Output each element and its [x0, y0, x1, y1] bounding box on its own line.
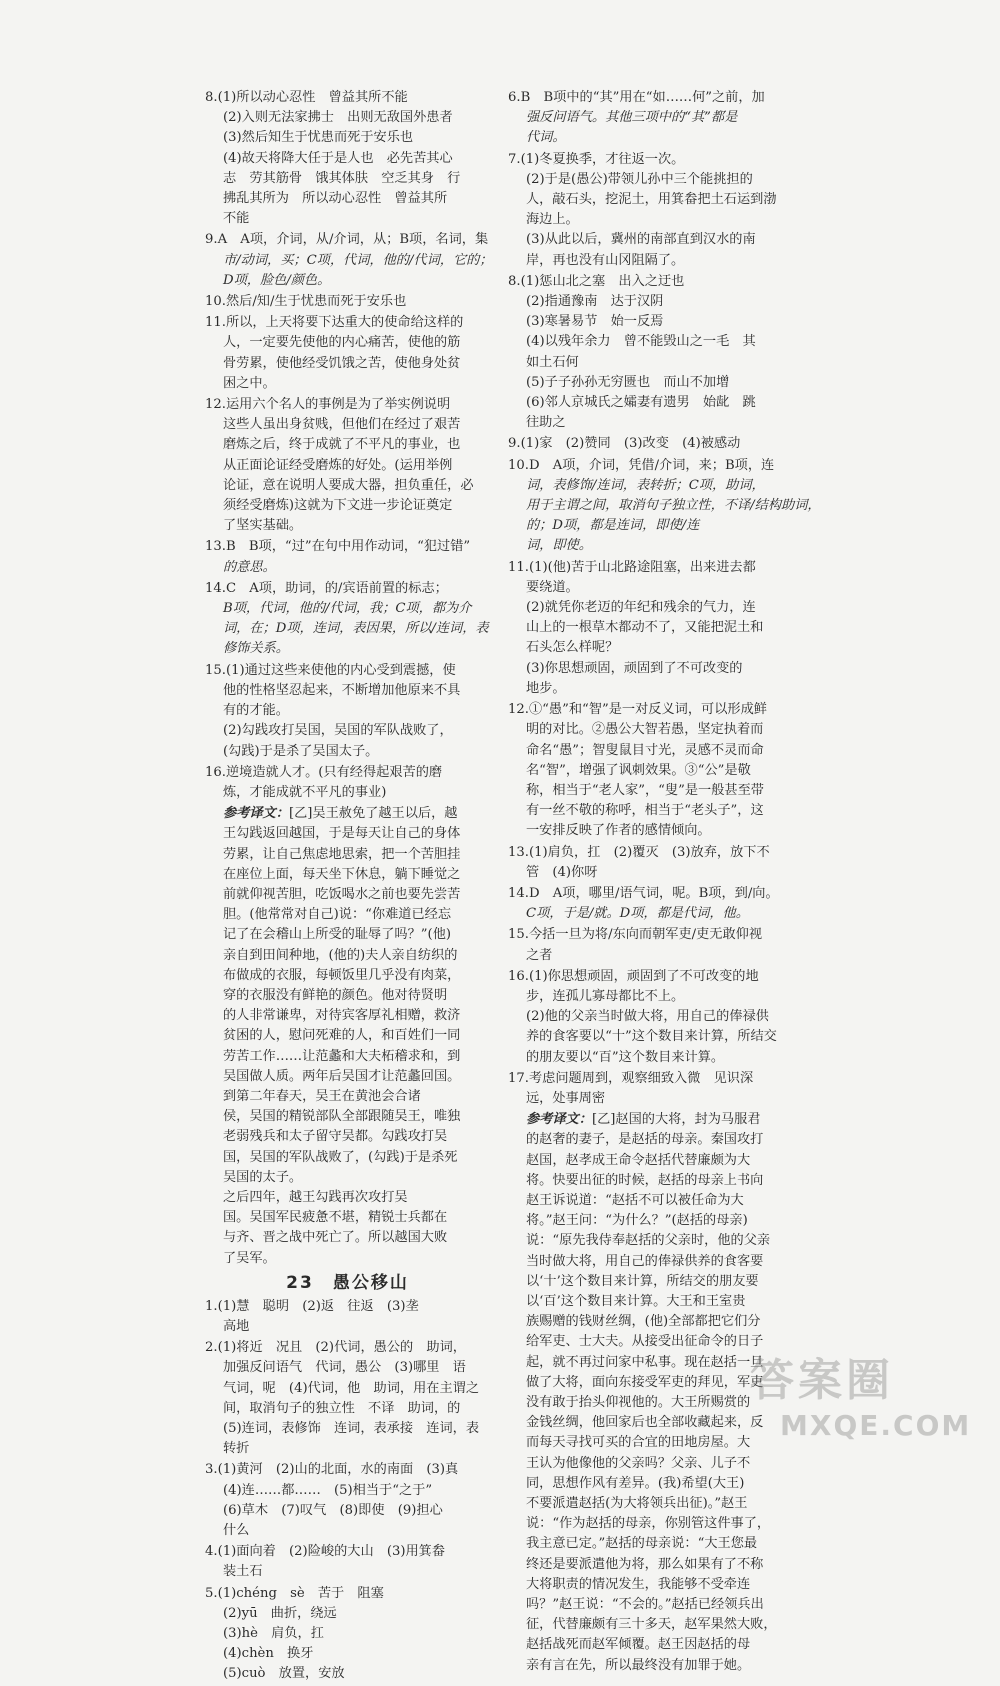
- text-line: 终还是要派遣他为将，那么如果有了不称: [526, 1556, 764, 1572]
- lesson-answer-2: [205, 1338, 490, 1459]
- text-line: 劳累，让自己焦虑地思索，把一个苦胆挂: [223, 846, 461, 862]
- text-line: 国。吴国军民疲惫不堪，精锐士兵都在: [223, 1210, 448, 1226]
- translation-rest: [205, 824, 490, 1268]
- text-line: 16.逆境造就人才。(只有经得起艰苦的磨: [205, 764, 443, 780]
- text-line: 3.(1)黄河 (2)山的北面，水的南面 (3)真: [205, 1462, 459, 1478]
- text-line: 加强反问语气 代词，愚公 (3)哪里 语: [223, 1360, 466, 1376]
- text-line: 山上的一根草木都动不了，又能把泥土和: [526, 620, 764, 636]
- text-line: 以‘十’这个数目来计算，所结交的朋友要: [526, 1273, 759, 1289]
- text-line: 养的食客要以“十”这个数目来计算，所结交: [526, 1029, 777, 1045]
- text-line: 9.(1)家 (2)赞同 (3)改变 (4)被感动: [508, 436, 741, 452]
- text-line: 词，表修饰/连词，表转折；C项，助词，: [526, 477, 765, 493]
- text-line: (6)邻人京城氏之孀妻有遗男 始龀 跳: [526, 395, 756, 411]
- text-line: 管 (4)你呀: [526, 864, 598, 880]
- text-line: 5.(1)chéng sè 苦于 阻塞: [205, 1585, 384, 1601]
- text-line: 王勾践返回越国，于是每天让自己的身体: [223, 826, 461, 842]
- text-line: 有一丝不敬的称呼，相当于“老头子”，这: [526, 803, 764, 819]
- answer-13: [205, 537, 490, 577]
- text-line: (3)hè 肩负，扛: [223, 1626, 324, 1642]
- text-line: 往助之: [526, 415, 566, 431]
- text-line: 征，代替廉颇有三十多天，赵军果然大败，: [526, 1617, 777, 1633]
- text-line: 13.B B项，“过”在句中用作动词，“犯过错”: [205, 539, 471, 555]
- text-line: 如土石何: [526, 354, 579, 370]
- text-line: 什么: [223, 1523, 250, 1539]
- text-line: C项，于是/就。D项，都是代词，他。: [526, 906, 749, 922]
- text-line: 做了大将，面向东接受军吏的拜见，军吏: [526, 1374, 764, 1390]
- text-line: 一安排反映了作者的感情倾向。: [526, 823, 711, 839]
- text-line: 亲有言在先，所以最终没有加罪于她。: [526, 1657, 751, 1673]
- text-line: (2)指通豫南 达于汉阴: [526, 294, 664, 310]
- text-line: 海边上。: [526, 212, 579, 228]
- text-line: 金钱丝绸，他回家后也全部收藏起来，反: [526, 1415, 764, 1431]
- lesson-answer-16: [508, 967, 790, 1068]
- text-line: 10.然后/知/生于忧患而死于安乐也: [205, 294, 407, 310]
- text-line: 间，取消句子的独立性 不译 助词，的: [223, 1400, 461, 1416]
- text-line: 15.(1)通过这些来使他的内心受到震撼，使: [205, 662, 456, 678]
- text-line: 的；D项，都是连词，即使/连: [526, 518, 700, 534]
- text-line: 将。”赵王问：“为什么？”(赵括的母亲): [526, 1213, 748, 1229]
- text-line: 吗？”赵王说：“不会的。”赵括已经领兵出: [526, 1597, 764, 1613]
- text-line: 记了在会稽山上所受的耻辱了吗？”(他): [223, 927, 452, 943]
- lesson-answer-15: [508, 925, 790, 965]
- lesson-answer-5: [205, 1584, 490, 1685]
- text-line: 石头怎么样呢？: [526, 640, 619, 656]
- text-line: 在座位上面，每天坐下休息，躺下睡觉之: [223, 866, 461, 882]
- lesson-answer-1: [205, 1297, 490, 1337]
- text-line: 炼，才能成就不平凡的事业): [223, 784, 387, 800]
- text-line: 气词，呢 (4)代词，他 助词，用在主谓之: [223, 1380, 480, 1396]
- text-line: 这些人虽出身贫贱，但他们在经过了艰苦: [223, 417, 461, 433]
- text-line: 的意思。: [223, 559, 276, 575]
- text-line: 8.(1)所以动心忍性 曾益其所不能: [205, 90, 408, 105]
- text-line: 远，处事周密: [526, 1090, 606, 1106]
- text-line: (2)yū 曲折，绕远: [223, 1605, 337, 1621]
- text-line: 之者: [526, 947, 553, 963]
- text-line: 12.运用六个名人的事例是为了举实例说明: [205, 397, 451, 413]
- text-line: 13.(1)肩负，扛 (2)覆灭 (3)放弃，放下不: [508, 844, 770, 860]
- text-line: 前就仰视苦胆，吃饭喝水之前也要先尝苦: [223, 886, 461, 902]
- translation-first-line: [乙]赵国的大将，封为马服君: [591, 1112, 761, 1128]
- text-line: 而每天寻找可买的合宜的田地房屋。大: [526, 1435, 751, 1451]
- text-line: 7.(1)冬夏换季，才往返一次。: [508, 151, 685, 167]
- text-line: 赵国，赵孝成王命令赵括代替廉颇为大: [526, 1152, 751, 1168]
- text-line: 国，吴国的军队战败了，(勾践)于是杀死: [223, 1149, 458, 1165]
- text-line: 代词。: [526, 130, 566, 146]
- lesson-answer-4: [205, 1542, 490, 1582]
- text-line: 磨炼之后，终于成就了不平凡的事业，也: [223, 437, 461, 453]
- text-line: 高地: [223, 1318, 250, 1334]
- text-line: 贫困的人，慰问死难的人，和百姓们一同: [223, 1028, 461, 1044]
- right-column: [508, 88, 821, 1677]
- text-line: 吴国做人质。两年后吴国才让范蠡回国。: [223, 1068, 461, 1084]
- text-line: (4)连……都…… (5)相当于“之于”: [223, 1482, 433, 1498]
- text-line: 同，思想作风有差异。(我)希望(大王): [526, 1475, 745, 1491]
- text-line: 明的对比。②愚公大智若愚，坚定执着而: [526, 722, 764, 738]
- text-line: 吴国的太子。: [223, 1169, 303, 1185]
- lesson-answer-17: [508, 1069, 790, 1109]
- text-line: 12.①“愚”和“智”是一对反义词，可以形成鲜: [508, 702, 767, 718]
- text-line: 志 劳其筋骨 饿其体肤 空乏其身 行: [223, 170, 461, 186]
- text-line: 困之中。: [223, 375, 276, 391]
- answer-16: [205, 763, 490, 803]
- text-line: 起，就不再过问家中私事。现在赵括一旦: [526, 1354, 764, 1370]
- text-line: D项，脸色/颜色。: [223, 272, 331, 288]
- text-line: 以‘百’这个数目来计算。大王和王室贵: [526, 1293, 746, 1309]
- text-line: 16.(1)你思想顽固，顽固到了不可改变的地: [508, 968, 759, 984]
- text-line: (2)就凭你老迈的年纪和残余的气力，连: [526, 600, 756, 616]
- text-line: 给军吏、士大夫。从接受出征命令的日子: [526, 1334, 764, 1350]
- text-line: 当时做大将，用自己的俸禄供养的食客要: [526, 1253, 764, 1269]
- text-line: 胆。(他常常对自己)说：“你难道已经忘: [223, 907, 452, 923]
- text-line: (2)于是(愚公)带领儿孙中三个能挑担的: [526, 171, 753, 187]
- text-line: 不能: [223, 211, 250, 227]
- text-line: (4)chèn 换牙: [223, 1646, 314, 1662]
- text-line: (勾践)于是杀了吴国太子。: [223, 743, 379, 759]
- text-line: 人，敲石头，挖泥土，用箕畚把土石运到渤: [526, 192, 777, 208]
- text-line: 到第二年春天，吴王在黄池会合诸: [223, 1088, 421, 1104]
- text-line: (4)故天将降大任于是人也 必先苦其心: [223, 150, 453, 166]
- text-line: 他的性格坚忍起来，不断增加他原来不具: [223, 682, 461, 698]
- text-line: 6.B B项中的“其”用在“如……何”之前，加: [508, 90, 765, 105]
- text-line: 老弱残兵和太子留守吴都。勾践攻打吴: [223, 1129, 448, 1145]
- text-line: (3)你思想顽固，顽固到了不可改变的: [526, 660, 743, 676]
- text-line: 词，在；D项，连词，表因果，所以/连词，表: [223, 621, 489, 637]
- lesson-answer-6: [508, 88, 790, 149]
- text-line: 人，一定要先使他的内心痛苦，使他的筋: [223, 335, 461, 351]
- text-line: 步，连孤儿寡母都比不上。: [526, 988, 685, 1004]
- text-line: 将。快要出征的时候，赵括的母亲上书向: [526, 1172, 764, 1188]
- lesson-answer-7: [508, 150, 790, 271]
- text-line: 要绕道。: [526, 579, 579, 595]
- text-line: (3)寒暑易节 始一反焉: [526, 314, 664, 330]
- text-line: 赵王诉说道：“赵括不可以被任命为大: [526, 1192, 744, 1208]
- text-line: (2)勾践攻打吴国，吴国的军队战败了，: [223, 723, 453, 739]
- text-line: 词，即使。: [526, 538, 592, 554]
- lesson-answer-11: [508, 558, 790, 699]
- text-line: (2)他的父亲当时做大将，用自己的俸禄供: [526, 1009, 769, 1025]
- text-line: (3)从此以后，冀州的南部直到汉水的南: [526, 232, 756, 248]
- text-line: 说：“原先我侍奉赵括的父亲时，他的父亲: [526, 1233, 771, 1249]
- text-line: 没有敢于抬头仰视他的。大王所赐赏的: [526, 1395, 751, 1410]
- text-line: 王认为他像他的父亲吗？父亲、儿子不: [526, 1455, 751, 1471]
- text-line: 修饰关系。: [223, 641, 289, 657]
- text-line: (2)入则无法家拂士 出则无敌国外患者: [223, 110, 453, 126]
- text-line: 17.考虑问题周到，观察细致入微 见识深: [508, 1070, 754, 1086]
- text-line: 的赵奢的妻子，是赵括的母亲。秦国攻打: [526, 1132, 764, 1148]
- text-line: 8.(1)惩山北之塞 出入之迂也: [508, 273, 685, 289]
- text-line: 9.A A项，介词，从/介词，从；B项，名词，集: [205, 232, 489, 248]
- text-line: 岸，再也没有山冈阻隔了。: [526, 252, 685, 268]
- lesson-answer-3: [205, 1460, 490, 1541]
- lesson-answer-10: [508, 456, 821, 557]
- text-line: 命名“愚”；智叟鼠目寸光，灵感不灵而命: [526, 742, 764, 758]
- text-line: 名“智”，增强了讽刺效果。③“公”是敬: [526, 762, 751, 778]
- text-line: 地步。: [526, 680, 566, 696]
- text-line: 4.(1)面向着 (2)险峻的大山 (3)用箕畚: [205, 1544, 446, 1560]
- lesson-answer-13: [508, 843, 790, 883]
- lesson-answer-8: [508, 272, 790, 434]
- answer-14: [205, 579, 490, 660]
- watermark-main-text: 答案圈: [750, 1355, 894, 1406]
- answer-15: [205, 661, 490, 762]
- translation-first-line: [乙]吴王赦免了越王以后，越: [288, 806, 458, 822]
- answer-11: [205, 313, 490, 394]
- text-line: 10.D A项，介词，凭借/介词，来；B项，连: [508, 457, 775, 473]
- text-line: 不要派遣赵括(为大将领兵出征)。”赵王: [526, 1496, 748, 1512]
- text-line: 14.C A项，助词，的/宾语前置的标志；: [205, 580, 448, 596]
- lesson-answer-9: [508, 434, 790, 454]
- text-line: 2.(1)将近 况且 (2)代词，愚公的 助词，: [205, 1340, 466, 1356]
- text-line: 11.所以，上天将要下达重大的使命给这样的: [205, 315, 464, 331]
- text-line: 与齐、晋之战中死亡了。所以越国大败: [223, 1230, 448, 1246]
- reference-translation-right: [508, 1110, 790, 1676]
- watermark-url-text: MXQE.COM: [780, 1409, 972, 1442]
- text-line: (5)子子孙孙无穷匮也 而山不加增: [526, 374, 730, 390]
- text-line: (4)以残年余力 曾不能毁山之一毛 其: [526, 334, 756, 350]
- text-line: 说：“作为赵括的母亲，你别管这件事了，: [526, 1516, 771, 1532]
- text-line: 骨劳累，使他经受饥饿之苦，使他身处贫: [223, 355, 461, 371]
- text-line: 拂乱其所为 所以动心忍性 曾益其所: [223, 191, 448, 207]
- reference-label: 参考译文：: [526, 1112, 592, 1128]
- text-line: (5)cuò 放置，安放: [223, 1666, 345, 1682]
- text-line: 侯，吴国的精锐部队全部跟随吴王，唯独: [223, 1109, 461, 1125]
- lesson-answer-14: [508, 884, 790, 924]
- text-line: 我主意已定。”赵括的母亲说：“大王您最: [526, 1536, 758, 1552]
- text-line: 穿的衣服没有鲜艳的颜色。他对待贤明: [223, 987, 448, 1003]
- text-line: 11.(1)(他)苦于山北路途阻塞，出来进去都: [508, 559, 756, 575]
- left-column: [205, 88, 493, 1686]
- text-line: 劳苦工作……让范蠡和大夫柘稽求和，到: [223, 1048, 461, 1064]
- text-line: 亲自到田间种地，(他的)夫人亲自纺织的: [223, 947, 458, 963]
- answer-8: [205, 88, 490, 229]
- text-line: 族赐赠的钱财丝绸，(他)全部都把它们分: [526, 1314, 761, 1330]
- lesson-answer-12: [508, 700, 790, 841]
- text-line: 的人非常谦卑，对待宾客厚礼相赠，救济: [223, 1008, 461, 1024]
- text-line: 1.(1)慧 聪明 (2)返 往返 (3)垄: [205, 1298, 419, 1314]
- text-line: 大将职责的情况发生，我能够不受牵连: [526, 1576, 751, 1592]
- text-line: (3)然后知生于忧患而死于安乐也: [223, 130, 414, 146]
- text-line: 14.D A项，哪里/语气词，呢。B项，到/向。: [508, 885, 779, 901]
- text-line: 从正面论证经受磨炼的好处。(运用举例: [223, 457, 453, 473]
- text-line: 15.今括一旦为将/东向而朝军吏/吏无敢仰视: [508, 927, 763, 943]
- text-line: 有的才能。: [223, 703, 289, 719]
- reference-label: 参考译文：: [223, 806, 289, 822]
- text-line: 须经受磨炼)这就为下文进一步论证奠定: [223, 498, 453, 514]
- text-line: (5)连词，表修饰 连词，表承接 连词，表: [223, 1421, 480, 1436]
- text-line: B项，代词，他的/代词，我；C项，都为介: [223, 601, 472, 617]
- text-line: (6)草木 (7)叹气 (8)即使 (9)担心: [223, 1502, 443, 1518]
- text-line: 了吴军。: [223, 1250, 276, 1266]
- section-title: 23 愚公移山: [286, 1272, 409, 1293]
- text-line: 论证，意在说明人要成大器，担负重任，必: [223, 477, 474, 493]
- text-line: 称，相当于“老人家”，“叟”是一般甚至带: [526, 782, 764, 798]
- watermark-logo: [750, 1353, 980, 1463]
- text-line: 用于主谓之间，取消句子独立性，不译/结构助词，: [526, 498, 821, 514]
- answer-10: [205, 292, 490, 312]
- text-line: 转折: [223, 1441, 250, 1457]
- text-line: 强反问语气。其他三项中的“其”都是: [526, 110, 738, 126]
- text-line: 之后四年，越王勾践再次攻打吴: [223, 1189, 408, 1205]
- answer-9: [205, 230, 493, 291]
- answer-12: [205, 395, 490, 536]
- translation-rest: [508, 1130, 790, 1675]
- text-line: 赵括战死而赵军倾覆。赵王因赵括的母: [526, 1637, 751, 1653]
- text-line: 的朋友要以“百”这个数目来计算。: [526, 1049, 725, 1065]
- reference-translation-left: [205, 804, 490, 1269]
- text-line: 市/动词，买；C项，代词，他的/代词，它的；: [223, 252, 493, 268]
- text-line: 了坚实基础。: [223, 518, 303, 534]
- text-line: 装土石: [223, 1564, 263, 1580]
- text-line: 布做成的衣服，每顿饭里几乎没有肉菜，: [223, 967, 461, 983]
